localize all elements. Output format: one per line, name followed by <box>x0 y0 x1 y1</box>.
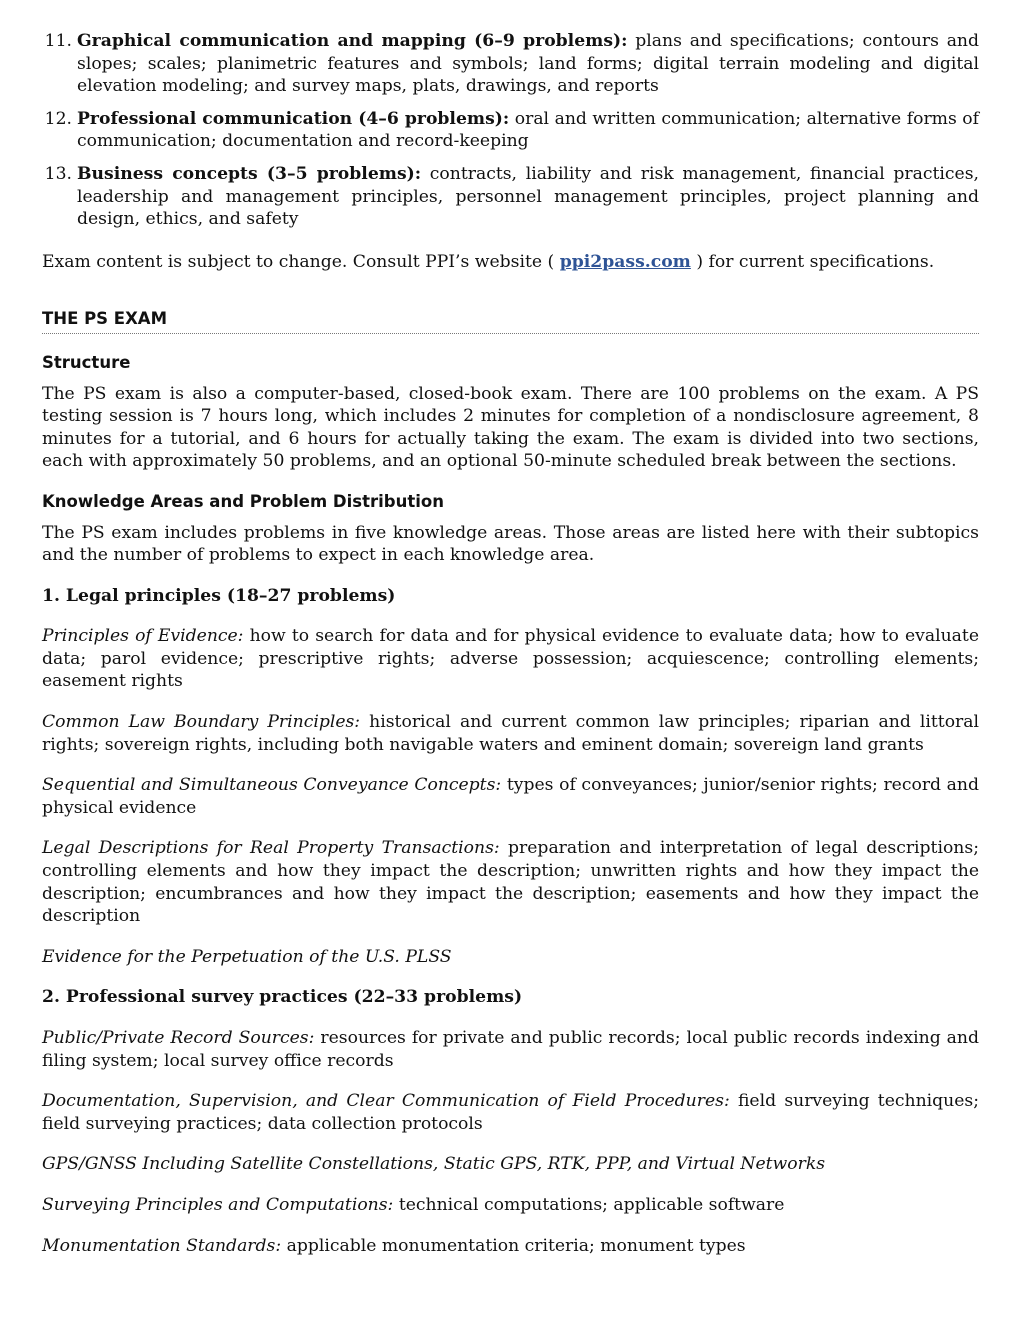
content-change-notice <box>42 251 979 274</box>
topic-entry <box>42 1194 979 1217</box>
topic-entry <box>42 625 979 693</box>
topic-text: technical computations; applicable software <box>398 1194 785 1215</box>
list-item <box>42 163 979 231</box>
topic-entry <box>42 774 979 819</box>
knowledge-area-heading: 1. Legal principles (18–27 problems) <box>42 585 396 606</box>
knowledge-area-heading: 2. Professional survey practices (22–33 problems) <box>42 987 523 1008</box>
list-number: 11. <box>44 31 72 51</box>
list-item-title: Professional communication (4–6 problems): <box>77 108 510 129</box>
list-item-title: Graphical communication and mapping (6–9 problems): <box>77 31 628 51</box>
list-number: 12. <box>44 108 72 129</box>
knowledge-areas-paragraph: The PS exam includes problems in five knowledge areas. Those areas are listed here with their subtopics and the number of problems to expect in each knowledge area. <box>42 522 979 566</box>
knowledge-areas-heading: Knowledge Areas and Problem Distribution <box>42 491 444 511</box>
topic-entry <box>42 946 979 969</box>
structure-paragraph: The PS exam is also a computer-based, closed-book exam. There are 100 problems on the exam. A PS testing session is 7 hours long, which includes 2 minutes for completion of a nondisclosure agreement, 8 minutes for a tutorial, and 6 hours for actually taking the exam. The exam is divided into two sections, each with approximately 50 problems, and an optional 50-minute scheduled break between the sections. <box>42 383 979 472</box>
topic-entry <box>42 1027 979 1072</box>
topic-entry <box>42 1090 979 1135</box>
topic-title: Common Law Boundary Principles: <box>42 712 361 733</box>
topic-text: applicable monumentation criteria; monument types <box>286 1235 746 1256</box>
topic-entry <box>42 1235 979 1258</box>
ps-exam-heading: THE PS EXAM <box>42 308 979 334</box>
topic-title: Public/Private Record Sources: <box>42 1028 315 1048</box>
list-item <box>42 30 979 98</box>
topic-title: Legal Descriptions for Real Property Transactions: <box>42 838 500 859</box>
topic-title: Sequential and Simultaneous Conveyance Concepts: <box>42 775 502 796</box>
topic-text: preparation and interpretation of legal descriptions; controlling elements and how they impact the description; unwritten rights and how they impact the description; encumbrances and how they impact the description; easements and how they impact the description <box>42 838 979 927</box>
list-number: 13. <box>44 163 72 184</box>
topic-title: Monumentation Standards: <box>42 1235 282 1256</box>
document-page <box>42 30 979 1257</box>
topic-title: Evidence for the Perpetuation of the U.S. PLSS <box>42 946 452 967</box>
topic-entry <box>42 711 979 756</box>
list-item-title: Business concepts (3–5 problems): <box>77 163 422 184</box>
topic-text: resources for private and public records; local public records indexing and filing system; local survey office records <box>42 1028 979 1071</box>
topic-entry <box>42 1153 979 1176</box>
structure-heading: Structure <box>42 352 131 372</box>
ppi2pass-link[interactable]: ppi2pass.com <box>559 251 691 272</box>
topic-title: Surveying Principles and Computations: <box>42 1194 394 1215</box>
topic-text: how to search for data and for physical evidence to evaluate data; how to evaluate data; parol evidence; prescriptive rights; adverse possession; acquiescence; controlling elements; easement rights <box>42 626 980 692</box>
list-item-text: oral and written communication; alternative forms of communication; documentation and record-keeping <box>77 108 979 152</box>
numbered-topic-list <box>42 30 979 231</box>
notice-text-before: Exam content is subject to change. Consult PPI’s website ( <box>42 251 555 272</box>
topic-text: field surveying techniques; field surveying practices; data collection protocols <box>42 1091 979 1134</box>
notice-text-after: ) for current specifications. <box>696 251 935 272</box>
list-item <box>42 108 979 153</box>
topic-entry <box>42 837 979 927</box>
list-item-text: contracts, liability and risk management, financial practices, leadership and management principles, personnel management principles, project planning and design, ethics, and safety <box>77 163 979 230</box>
topic-title: Documentation, Supervision, and Clear Communication of Field Procedures: <box>42 1091 730 1112</box>
topic-title: Principles of Evidence: <box>42 626 244 647</box>
topic-title: GPS/GNSS Including Satellite Constellations, Static GPS, RTK, PPP, and Virtual Networks <box>42 1154 826 1175</box>
topic-text: types of conveyances; junior/senior rights; record and physical evidence <box>42 775 979 818</box>
topic-text: historical and current common law principles; riparian and littoral rights; sovereign rights, including both navigable waters and eminent domain; sovereign land grants <box>42 712 979 755</box>
list-item-text: plans and specifications; contours and slopes; scales; planimetric features and symbols; land forms; digital terrain modeling and digital elevation modeling; and survey maps, plats, drawings, and reports <box>77 31 980 97</box>
